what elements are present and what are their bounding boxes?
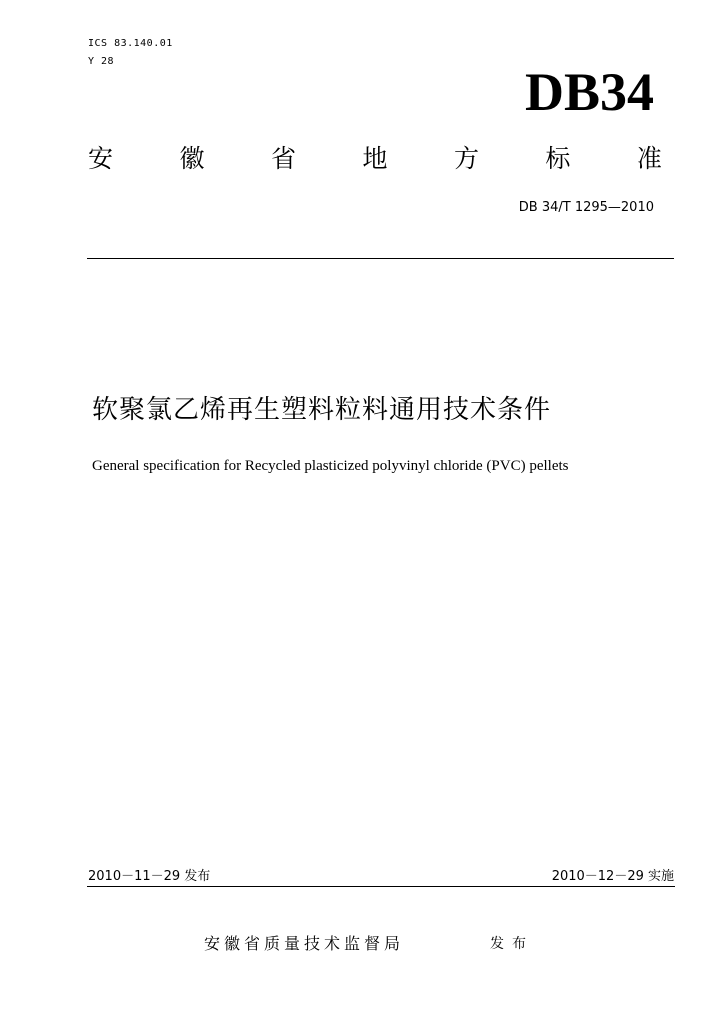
publish-label: 发布 [490,936,534,952]
ics-code: ICS 83.140.01 [88,38,173,49]
title-english: General specification for Recycled plasticized polyvinyl chloride (PVC) pellets [92,458,569,474]
standard-type-char: 标 [545,144,571,173]
bottom-divider [87,886,675,887]
standard-type-char: 省 [270,144,296,173]
ccs-code: Y 28 [88,56,115,67]
standard-number: DB 34/T 1295—2010 [518,200,654,215]
issue-date: 2010－11－29 发布 [88,869,211,884]
standard-type-char: 准 [636,144,662,173]
title-chinese: 软聚氯乙烯再生塑料粒料通用技术条件 [92,395,552,425]
standard-type-char: 方 [453,144,479,173]
standard-type-char: 安 [88,144,114,173]
issuing-authority: 安徽省质量技术监督局 [204,934,405,953]
implementation-date: 2010－12－29 实施 [551,869,674,884]
top-divider [87,258,674,259]
db-code-logo: DB34 [524,62,654,122]
standard-type-char: 地 [362,144,388,173]
standard-type-char: 徽 [179,144,205,173]
standard-type [88,142,662,176]
